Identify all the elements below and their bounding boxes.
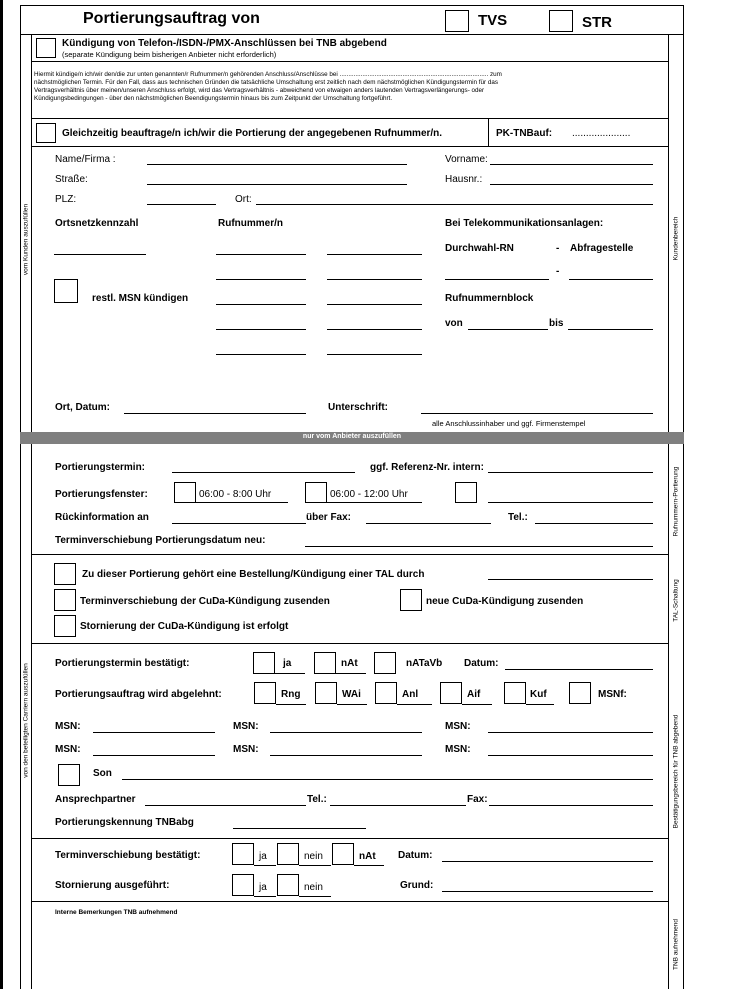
- auftrag-checkbox[interactable]: [36, 123, 56, 143]
- tal-label-4: Stornierung der CuDa-Kündigung ist erfolgt: [80, 621, 289, 632]
- anl-checkbox[interactable]: [375, 682, 397, 704]
- son-checkbox[interactable]: [58, 764, 80, 786]
- fenster-3-field[interactable]: [488, 502, 653, 503]
- msn-field-3[interactable]: [488, 732, 653, 733]
- referenz-field[interactable]: [488, 472, 653, 473]
- storno-ja-checkbox[interactable]: [232, 874, 254, 896]
- ja-checkbox[interactable]: [253, 652, 275, 674]
- rng-checkbox[interactable]: [254, 682, 276, 704]
- msn-label-5: MSN:: [233, 744, 259, 755]
- underline: [526, 704, 554, 705]
- natavb-checkbox[interactable]: [374, 652, 396, 674]
- intern-label: Interne Bemerkungen TNB aufnehmend: [55, 909, 178, 916]
- rufnummer-label: Rufnummer/n: [218, 218, 283, 229]
- unterschrift-label: Unterschrift:: [328, 402, 389, 413]
- durchwahl-dash: -: [556, 243, 560, 254]
- provider-divider-label: nur vom Anbieter auszufüllen: [302, 433, 402, 440]
- side-rufport: Rufnummern-Portierung: [672, 466, 680, 537]
- tvs-checkbox[interactable]: [445, 10, 469, 32]
- kennung-label: Portierungskennung TNBabg: [55, 817, 194, 828]
- fenster-3-checkbox[interactable]: [455, 482, 477, 503]
- kuendigung-text-3: Vertragsverhältnis über meinen/unseren Anschluss erfolgt, wird das Vertragsverhältnis - abweichend von etwaigen anders lautenden Vertragsverlängerungs- oder: [34, 87, 485, 94]
- underline: [336, 673, 366, 674]
- kuendigung-checkbox[interactable]: [36, 38, 56, 58]
- fenster-2-checkbox[interactable]: [305, 482, 327, 503]
- bestaetigt-label: Portierungstermin bestätigt:: [55, 658, 190, 669]
- side-kundenbereich: Kundenbereich: [672, 216, 680, 261]
- side-kunde: vom Kunden auszufüllen: [22, 203, 30, 276]
- underline: [299, 896, 331, 897]
- aif-label: Aif: [467, 689, 481, 700]
- inner-right-line: [668, 34, 669, 989]
- hausnr-field[interactable]: [490, 184, 653, 185]
- tv-label: Terminverschiebung bestätigt:: [55, 850, 201, 861]
- storno-label: Stornierung ausgeführt:: [55, 880, 170, 891]
- ansprech-tel-field[interactable]: [330, 805, 466, 806]
- side-bestaet: Bestätigungsbereich für TNB abgebend: [672, 714, 680, 829]
- inner-left-line: [31, 34, 32, 989]
- plz-label: PLZ:: [55, 194, 77, 205]
- divider: [488, 118, 489, 146]
- rufnummer-field[interactable]: [216, 304, 306, 305]
- tel-field[interactable]: [535, 523, 653, 524]
- nat-label: nAt: [341, 658, 358, 669]
- storno-ja-label: ja: [259, 882, 267, 893]
- tv-nein-checkbox[interactable]: [277, 843, 299, 865]
- rufnummer-field[interactable]: [327, 279, 422, 280]
- underline: [397, 704, 432, 705]
- block-label: Rufnummernblock: [445, 293, 534, 304]
- msn-field-1[interactable]: [93, 732, 215, 733]
- page-title: Portierungsauftrag von: [83, 10, 260, 27]
- msn-label-6: MSN:: [445, 744, 471, 755]
- hausnr-label: Hausnr.:: [445, 174, 483, 185]
- left-bar: [0, 0, 3, 989]
- grund-label: Grund:: [400, 880, 434, 891]
- strasse-label: Straße:: [55, 174, 88, 185]
- storno-nein-label: nein: [304, 882, 323, 893]
- tal-label-3: neue CuDa-Kündigung zusenden: [426, 596, 584, 607]
- onkz-field[interactable]: [54, 254, 146, 255]
- msn-label-4: MSN:: [55, 744, 81, 755]
- str-label: STR: [582, 14, 612, 31]
- unterschrift-field[interactable]: [421, 413, 653, 414]
- underline: [327, 502, 422, 503]
- fenster-1-checkbox[interactable]: [174, 482, 196, 503]
- divider: [31, 554, 668, 555]
- underline: [354, 865, 384, 866]
- verschiebung-field[interactable]: [305, 546, 653, 547]
- msnf-checkbox[interactable]: [569, 682, 591, 704]
- kuendigung-subtitle: (separate Kündigung beim bisherigen Anbieter nicht erforderlich): [62, 50, 277, 59]
- msnf-label: MSNf:: [598, 689, 627, 700]
- rufnummer-field[interactable]: [216, 329, 306, 330]
- rufnummer-field[interactable]: [216, 254, 306, 255]
- msn-label: restl. MSN kündigen: [92, 293, 189, 304]
- onkz-label: Ortsnetzkennzahl: [55, 218, 139, 229]
- msn-label-1: MSN:: [55, 721, 81, 732]
- underline: [337, 704, 367, 705]
- auftrag-label: Gleichzeitig beauftrage/n ich/wir die Portierung der angegebenen Rufnummer/n.: [62, 128, 443, 139]
- rufnummer-field[interactable]: [327, 304, 422, 305]
- divider: [31, 118, 668, 119]
- abgelehnt-label: Portierungsauftrag wird abgelehnt:: [55, 689, 222, 700]
- divider: [31, 838, 668, 839]
- tv-nat-label: nAt: [359, 851, 376, 862]
- str-checkbox[interactable]: [549, 10, 573, 32]
- tv-ja-checkbox[interactable]: [232, 843, 254, 865]
- name-label: Name/Firma :: [55, 154, 116, 165]
- msn-field-2[interactable]: [270, 732, 422, 733]
- underline: [196, 502, 288, 503]
- ortdatum-label: Ort, Datum:: [55, 402, 110, 413]
- underline: [276, 704, 306, 705]
- ansprech-tel-label: Tel.:: [307, 794, 327, 805]
- referenz-label: ggf. Referenz-Nr. intern:: [370, 462, 484, 473]
- ortdatum-field[interactable]: [124, 413, 306, 414]
- ansprech-fax-field[interactable]: [489, 805, 653, 806]
- tal-field[interactable]: [488, 579, 653, 580]
- divider: [31, 643, 668, 644]
- rng-label: Rng: [281, 689, 301, 700]
- anl-label: Anl: [402, 689, 419, 700]
- termin-label: Portierungstermin:: [55, 462, 146, 473]
- ort-label: Ort:: [235, 194, 252, 205]
- natavb-label: nATaVb: [406, 658, 443, 669]
- msn-label-2: MSN:: [233, 721, 259, 732]
- son-label: Son: [93, 768, 112, 779]
- kuendigung-text-2: nächstmöglichen Termin. Für den Fall, dass aus technischen Gründen die tatsächliche Umschaltung erst zeitlich nach dem nächstmöglichen Kündigungstermin für das: [34, 79, 498, 86]
- storno-nein-checkbox[interactable]: [277, 874, 299, 896]
- bis-field[interactable]: [568, 329, 653, 330]
- divider: [31, 901, 668, 902]
- ansprech-field[interactable]: [145, 805, 306, 806]
- abfrage-label: Abfragestelle: [570, 243, 634, 254]
- rueck-label: Rückinformation an: [55, 512, 149, 523]
- datum-field[interactable]: [505, 669, 653, 670]
- rufnummer-field[interactable]: [216, 279, 306, 280]
- divider: [31, 61, 668, 62]
- plz-field[interactable]: [147, 204, 216, 205]
- side-aufn: TNB aufnehmend: [672, 919, 680, 970]
- ansprech-label: Ansprechpartner: [55, 794, 136, 805]
- stempel-note: alle Anschlussinhaber und ggf. Firmenstempel: [432, 419, 586, 428]
- tal-checkbox-4[interactable]: [54, 615, 76, 637]
- bis-label: bis: [549, 318, 564, 329]
- tal-label-2: Terminverschiebung der CuDa-Kündigung zusenden: [80, 596, 330, 607]
- fenster-label: Portierungsfenster:: [55, 489, 148, 500]
- underline: [299, 865, 331, 866]
- kuendigung-title: Kündigung von Telefon-/ISDN-/PMX-Anschlüssen bei TNB abgebend: [62, 38, 387, 49]
- ort-field[interactable]: [256, 204, 653, 205]
- rufnummer-field[interactable]: [327, 254, 422, 255]
- msn-label-3: MSN:: [445, 721, 471, 732]
- tv-datum-field[interactable]: [442, 861, 653, 862]
- wai-checkbox[interactable]: [315, 682, 337, 704]
- pk-tnbauf-dots: .....................: [572, 128, 631, 139]
- underline: [462, 704, 492, 705]
- underline: [254, 896, 276, 897]
- fenster-1-label: 06:00 - 8:00 Uhr: [199, 489, 272, 500]
- datum-label: Datum:: [464, 658, 499, 669]
- fax-label: über Fax:: [306, 512, 352, 523]
- tal-checkbox-3[interactable]: [400, 589, 422, 611]
- wai-label: WAi: [342, 689, 361, 700]
- rufnummer-field[interactable]: [327, 329, 422, 330]
- fenster-2-label: 06:00 - 12:00 Uhr: [330, 489, 408, 500]
- msn-field-5[interactable]: [270, 755, 422, 756]
- tel-label: Tel.:: [508, 512, 528, 523]
- abfrage-dash: -: [556, 266, 560, 277]
- kennung-field[interactable]: [233, 828, 366, 829]
- underline: [254, 865, 276, 866]
- kuf-label: Kuf: [530, 689, 547, 700]
- divider: [31, 146, 668, 147]
- side-carrier: von den beteiligten Carriern auszufüllen: [22, 663, 30, 778]
- tk-label: Bei Telekommunikationsanlagen:: [445, 218, 604, 229]
- msn-field-4[interactable]: [93, 755, 215, 756]
- son-field[interactable]: [122, 779, 653, 780]
- rueck-field[interactable]: [172, 523, 306, 524]
- abfrage-field[interactable]: [569, 279, 653, 280]
- tal-label-1: Zu dieser Portierung gehört eine Bestellung/Kündigung einer TAL durch: [82, 569, 425, 580]
- side-tal: TAL-Schaltung: [672, 579, 680, 622]
- termin-field[interactable]: [172, 472, 355, 473]
- pk-tnbauf-label: PK-TNBauf:: [496, 128, 553, 139]
- msn-field-6[interactable]: [488, 755, 653, 756]
- tal-checkbox-2[interactable]: [54, 589, 76, 611]
- ansprech-fax-label: Fax:: [467, 794, 488, 805]
- strasse-field[interactable]: [147, 184, 407, 185]
- von-label: von: [445, 318, 463, 329]
- tv-nein-label: nein: [304, 851, 323, 862]
- fax-field[interactable]: [366, 523, 491, 524]
- kuf-checkbox[interactable]: [504, 682, 526, 704]
- underline: [275, 673, 305, 674]
- tal-checkbox-1[interactable]: [54, 563, 76, 585]
- tv-datum-label: Datum:: [398, 850, 433, 861]
- verschiebung-label: Terminverschiebung Portierungsdatum neu:: [55, 535, 266, 546]
- name-field[interactable]: [147, 164, 407, 165]
- rufnummer-field[interactable]: [216, 354, 306, 355]
- grund-field[interactable]: [442, 891, 653, 892]
- header-divider: [20, 34, 684, 35]
- durchwahl-label: Durchwahl-RN: [445, 243, 514, 254]
- msn-checkbox[interactable]: [54, 279, 78, 303]
- kuendigung-text-4: Kündigungsbedingungen - über den nächstmöglichen Beendigungstermin hinaus bis zum Zeitpunkt der Umschaltung fortgeführt.: [34, 95, 393, 102]
- nat-checkbox[interactable]: [314, 652, 336, 674]
- durchwahl-field[interactable]: [445, 279, 549, 280]
- kuendigung-text-1: Hiermit kündige/n ich/wir den/die zur unten genannten/r Rufnummer/n gehörenden Anschluss/Anschlüsse bei ..................................................................................... zum: [34, 71, 502, 78]
- tv-nat-checkbox[interactable]: [332, 843, 354, 865]
- von-field[interactable]: [468, 329, 548, 330]
- tv-ja-label: ja: [259, 851, 267, 862]
- aif-checkbox[interactable]: [440, 682, 462, 704]
- vorname-field[interactable]: [490, 164, 653, 165]
- ja-label: ja: [283, 658, 292, 669]
- tvs-label: TVS: [478, 12, 508, 29]
- vorname-label: Vorname:: [445, 154, 488, 165]
- rufnummer-field[interactable]: [327, 354, 422, 355]
